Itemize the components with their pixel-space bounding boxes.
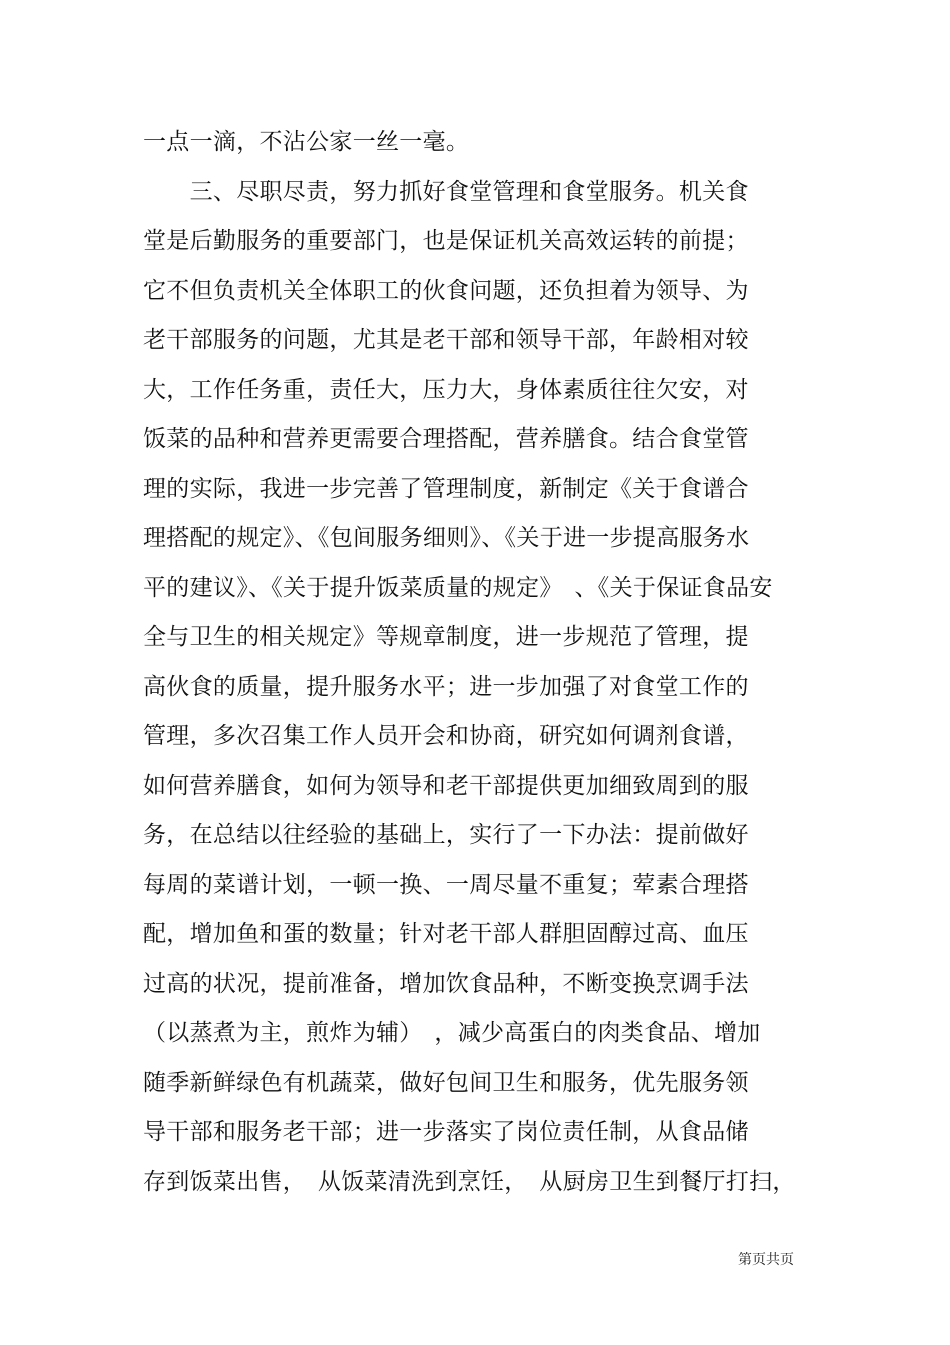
text-line: 如何营养膳食，如何为领导和老干部提供更加细致周到的服 (143, 772, 749, 799)
text-line: 存到饭菜出售， 从饭菜清洗到烹饪， 从厨房卫生到餐厅打扫， (143, 1168, 796, 1195)
text-line: 平的建议》、《关于提升饭菜质量的规定》 、《关于保证食品安 (143, 574, 773, 601)
text-line: 堂是后勤服务的重要部门，也是保证机关高效运转的前提； (143, 228, 749, 254)
text-line: 务，在总结以往经验的基础上，实行了一下办法：提前做好 (143, 822, 749, 848)
text-line: 配，增加鱼和蛋的数量；针对老干部人群胆固醇过高、血压 (143, 921, 749, 947)
text-line: 一点一滴，不沾公家一丝一毫。 (143, 129, 470, 155)
text-line: 随季新鲜绿色有机蔬菜，做好包间卫生和服务，优先服务领 (143, 1069, 749, 1096)
text-line: （以蒸煮为主，煎炸为辅） ，减少高蛋白的肉类食品、增加 (143, 1020, 761, 1046)
text-line: 导干部和服务老干部；进一步落实了岗位责任制，从食品储 (143, 1119, 749, 1145)
body-text (143, 118, 803, 1207)
text-line: 它不但负责机关全体职工的伙食问题，还负担着为领导、为 (143, 277, 749, 304)
text-line: 每周的菜谱计划，一顿一换、一周尽量不重复；荤素合理搭 (143, 871, 749, 898)
text-line: 理搭配的规定》、《包间服务细则》、《关于进一步提高服务水 (143, 525, 750, 551)
text-line: 全与卫生的相关规定》等规章制度，进一步规范了管理，提 (143, 624, 749, 650)
text-line: 三、尽职尽责，努力抓好食堂管理和食堂服务。机关食 (143, 178, 749, 205)
text-line: 高伙食的质量，提升服务水平；进一步加强了对食堂工作的 (143, 673, 749, 700)
text-line: 大，工作任务重，责任大，压力大，身体素质往往欠安，对 (143, 376, 749, 403)
text-line: 老干部服务的问题，尤其是老干部和领导干部，年龄相对较 (143, 327, 749, 353)
text-line: 理的实际，我进一步完善了管理制度，新制定《关于食谱合 (143, 475, 749, 502)
page-footer: 第页共页 (738, 1252, 794, 1268)
text-line: 过高的状况，提前准备，增加饮食品种，不断变换烹调手法 (143, 970, 749, 997)
text-line: 饭菜的品种和营养更需要合理搭配，营养膳食。结合食堂管 (143, 426, 749, 452)
text-line: 管理，多次召集工作人员开会和协商，研究如何调剂食谱， (143, 723, 749, 749)
